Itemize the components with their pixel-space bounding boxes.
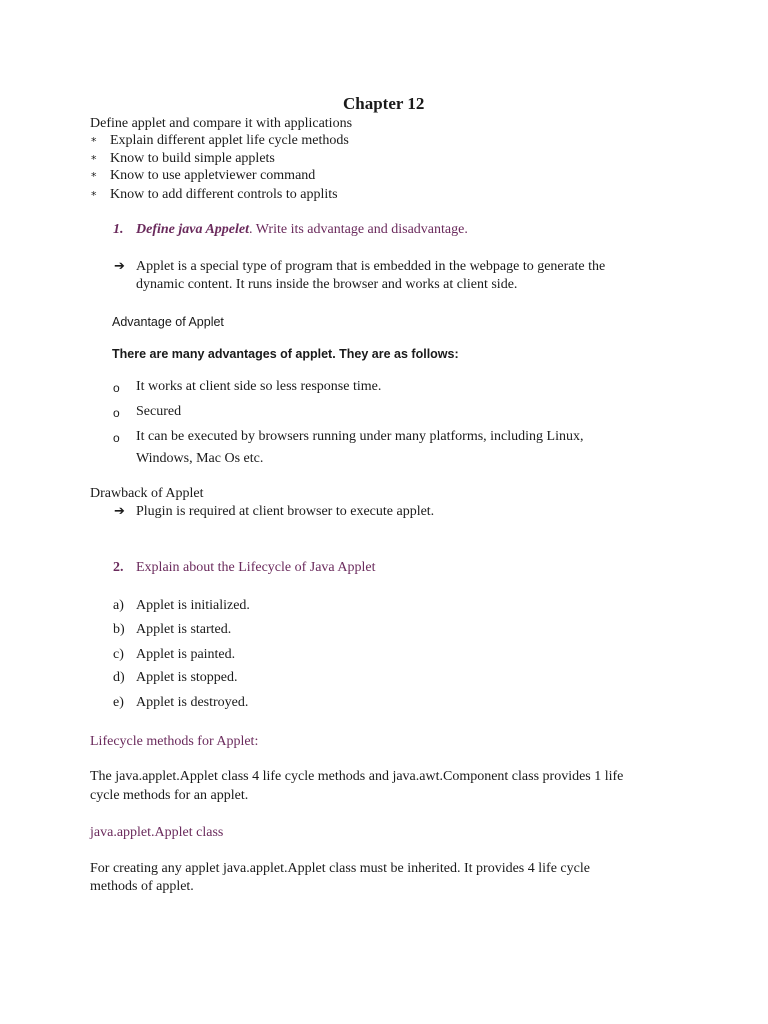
chapter-title: Chapter 12	[343, 94, 425, 113]
step-marker: b)	[113, 622, 125, 637]
q1-term: Define java Appelet	[136, 222, 250, 237]
lifecycle-methods-heading: Lifecycle methods for Applet:	[90, 734, 259, 749]
step-text: Applet is painted.	[136, 647, 236, 662]
objective-item: Explain different applet life cycle methods	[110, 133, 349, 148]
applet-class-heading: java.applet.Applet class	[90, 825, 224, 840]
q1-heading	[136, 221, 468, 239]
bullet-circle-icon: o	[113, 431, 120, 445]
arrow-right-icon: ➔	[114, 259, 125, 274]
bullet-circle-icon: o	[113, 381, 120, 395]
advantage-item: Secured	[136, 404, 182, 419]
objective-item: Know to build simple applets	[110, 151, 275, 166]
arrow-right-icon: ➔	[114, 504, 125, 519]
q1-answer-line: Applet is a special type of program that is embedded in the webpage to generate the	[136, 259, 606, 274]
step-text: Applet is started.	[136, 622, 232, 637]
advantages-heading: Advantage of Applet	[112, 315, 224, 329]
bullet-star-icon: *	[91, 189, 97, 202]
bullet-star-icon: *	[91, 170, 97, 183]
objective-item: Know to add different controls to applits	[110, 187, 338, 202]
objectives-intro: Define applet and compare it with applications	[90, 116, 353, 131]
q2-heading: Explain about the Lifecycle of Java Applet	[136, 560, 376, 575]
q2-number: 2.	[113, 560, 124, 575]
advantages-intro: There are many advantages of applet. They are as follows:	[112, 347, 459, 361]
step-marker: c)	[113, 647, 124, 662]
bullet-star-icon: *	[91, 153, 97, 166]
bullet-circle-icon: o	[113, 406, 120, 420]
step-text: Applet is stopped.	[136, 670, 238, 685]
advantage-item: It can be executed by browsers running under many platforms, including Linux,	[136, 429, 584, 444]
step-marker: d)	[113, 670, 125, 685]
step-text: Applet is destroyed.	[136, 695, 249, 710]
lifecycle-methods-paragraph-line: cycle methods for an applet.	[90, 788, 249, 803]
applet-class-paragraph-line: methods of applet.	[90, 879, 194, 894]
advantage-item-continuation: Windows, Mac Os etc.	[136, 451, 264, 466]
step-marker: a)	[113, 598, 124, 613]
advantage-item: It works at client side so less response time.	[136, 379, 382, 394]
step-text: Applet is initialized.	[136, 598, 250, 613]
drawback-item: Plugin is required at client browser to execute applet.	[136, 504, 435, 519]
q1-rest: . Write its advantage and disadvantage.	[249, 222, 468, 237]
lifecycle-methods-paragraph-line: The java.applet.Applet class 4 life cycle methods and java.awt.Component class provides 1 life	[90, 769, 624, 784]
applet-class-paragraph-line: For creating any applet java.applet.Applet class must be inherited. It provides 4 life cycle	[90, 861, 590, 876]
bullet-star-icon: *	[91, 135, 97, 148]
q1-number: 1.	[113, 222, 124, 237]
q1-answer-line: dynamic content. It runs inside the browser and works at client side.	[136, 277, 518, 292]
drawback-heading: Drawback of Applet	[90, 486, 204, 501]
objective-item: Know to use appletviewer command	[110, 168, 316, 183]
step-marker: e)	[113, 695, 124, 710]
